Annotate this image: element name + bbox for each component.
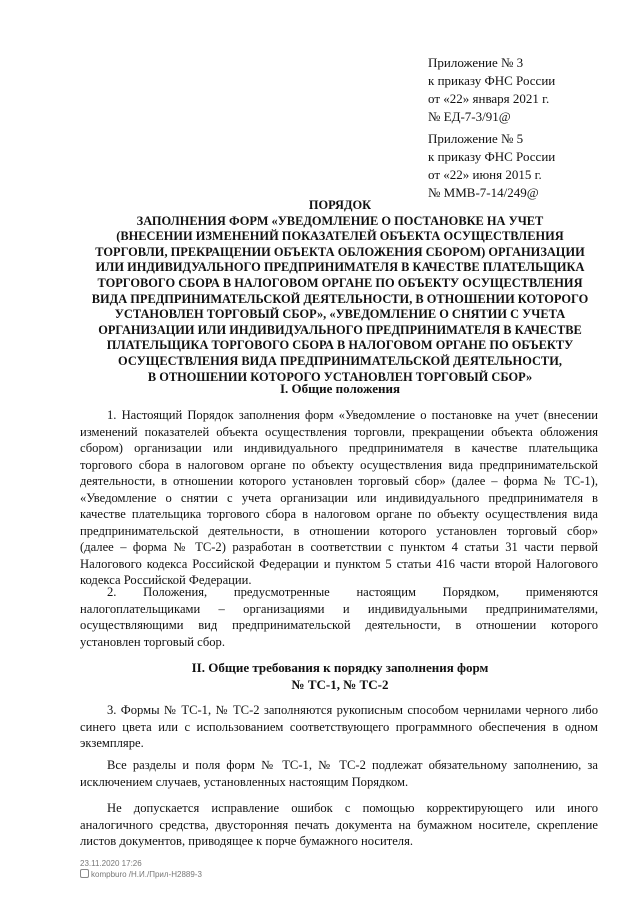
paragraph-line: листов документов, приводящее к порче бумажного носителя. xyxy=(80,834,414,848)
appendix-5-line: от «22» июня 2015 г. xyxy=(428,167,542,182)
section-2-heading xyxy=(80,659,600,693)
print-footer xyxy=(80,858,202,880)
title-line: ВИДА ПРЕДПРИНИМАТЕЛЬСКОЙ ДЕЯТЕЛЬНОСТИ, В ОТНОШЕНИИ КОТОРОГО xyxy=(91,291,589,306)
paragraph-line: (далее – форма № ТС-2) разработан в соответствии с пунктом 4 статьи 31 части первой xyxy=(80,540,598,554)
footer-file-path: kompburo /Н.И./Прил-Н2889-3 xyxy=(91,870,202,879)
paragraph-line: установлен торговый сбор. xyxy=(80,634,225,649)
paragraph-line: аналогичного средства, двусторонняя печать документа на бумажном носителе, скрепление xyxy=(80,817,598,832)
paragraph-3 xyxy=(80,702,598,752)
document-title xyxy=(80,198,600,385)
title-line: ОРГАНИЗАЦИИ ИЛИ ИНДИВИДУАЛЬНОГО ПРЕДПРИНИМАТЕЛЯ В КАЧЕСТВЕ xyxy=(98,322,582,337)
title-line: ИЛИ ИНДИВИДУАЛЬНОГО ПРЕДПРИНИМАТЕЛЯ В КАЧЕСТВЕ ПЛАТЕЛЬЩИКА xyxy=(95,260,585,275)
paragraph-line: торгового сбора в налоговом органе по объекту осуществления вида предпринимательской xyxy=(80,457,598,472)
title-line: ОСУЩЕСТВЛЕНИЯ ВИДА ПРЕДПРИНИМАТЕЛЬСКОЙ ДЕЯТЕЛЬНОСТИ, xyxy=(118,353,562,368)
appendix-5-block xyxy=(428,130,555,202)
appendix-3-line: № ЕД-7-3/91@ xyxy=(428,109,511,124)
section-2-heading-line: № ТС-1, № ТС-2 xyxy=(291,677,389,692)
appendix-5-line: Приложение № 5 xyxy=(428,131,524,146)
paragraph-2 xyxy=(80,584,598,650)
title-line: ЗАПОЛНЕНИЯ ФОРМ «УВЕДОМЛЕНИЕ О ПОСТАНОВКЕ НА УЧЕТ xyxy=(136,213,544,228)
paragraph-line: сбором) организации или индивидуального предпринимателя в качестве плательщика xyxy=(80,441,598,455)
appendix-3-line: от «22» января 2021 г. xyxy=(428,91,550,106)
title-line: УСТАНОВЛЕН ТОРГОВЫЙ СБОР», «УВЕДОМЛЕНИЕ О СНЯТИИ С УЧЕТА xyxy=(114,307,566,322)
paragraph-line: Налогового кодекса Российской Федерации и пунктом 5 статьи 416 части второй Налогового xyxy=(80,556,598,571)
paragraph-4 xyxy=(80,757,598,790)
title-line: ТОРГОВЛИ, ПРЕКРАЩЕНИИ ОБЪЕКТА ОБЛОЖЕНИЯ СБОРОМ) ОРГАНИЗАЦИИ xyxy=(95,244,585,259)
paragraph-line: Все разделы и поля форм № ТС-1, № ТС-2 подлежат обязательному заполнению, за xyxy=(107,758,598,772)
appendix-3-line: Приложение № 3 xyxy=(428,55,524,70)
paragraph-line: 1. Настоящий Порядок заполнения форм «Уведомление о постановке на учет (внесении xyxy=(107,408,598,422)
paragraph-line: предпринимательской деятельности, в отношении которого установлен торговый сбор» xyxy=(80,523,598,538)
paragraph-line: «Уведомление о снятии с учета организации или индивидуального предпринимателя в xyxy=(80,490,598,505)
appendix-3-line: к приказу ФНС России xyxy=(428,73,556,88)
paragraph-line: 2. Положения, предусмотренные настоящим Порядком, применяются xyxy=(107,585,598,599)
paragraph-line: деятельности, в отношении которого установлен торговый сбор» (далее – форма № ТС-1), xyxy=(80,474,598,488)
appendix-5-line: к приказу ФНС России xyxy=(428,149,556,164)
paragraph-line: осуществляющими вид предпринимательской деятельности, в отношении которого xyxy=(80,618,598,632)
title-line: (ВНЕСЕНИИ ИЗМЕНЕНИЙ ПОКАЗАТЕЛЕЙ ОБЪЕКТА ОСУЩЕСТВЛЕНИЯ xyxy=(116,229,564,244)
paragraph-line: 3. Формы № ТС-1, № ТС-2 заполняются рукописным способом чернилами черного либо xyxy=(107,703,598,717)
title-line: В ОТНОШЕНИИ КОТОРОГО УСТАНОВЛЕН ТОРГОВЫЙ СБОР» xyxy=(147,369,533,384)
file-icon xyxy=(80,869,89,878)
paragraph-line: исключением случаев, установленных настоящим Порядком. xyxy=(80,774,409,789)
paragraph-line: экземпляре. xyxy=(80,736,144,750)
paragraph-line: кодекса Российской Федерации. xyxy=(80,573,252,587)
paragraph-5 xyxy=(80,800,598,850)
paragraph-line: налогоплательщиками – организациями и индивидуальными предпринимателями, xyxy=(80,601,598,616)
section-2-heading-line: II. Общие требования к порядку заполнения форм xyxy=(191,660,489,675)
title-line: ПОРЯДОК xyxy=(308,198,372,212)
paragraph-line: изменений показателей объекта осуществления торговли, прекращении объекта обложения xyxy=(80,424,598,439)
paragraph-line: Не допускается исправление ошибок с помощью корректирующего или иного xyxy=(107,801,598,815)
paragraph-line: качестве плательщика торгового сбора в налоговом органе по объекту осуществления вида xyxy=(80,507,598,521)
title-line: ТОРГОВОГО СБОРА В НАЛОГОВОМ ОРГАНЕ ПО ОБЪЕКТУ ОСУЩЕСТВЛЕНИЯ xyxy=(97,275,583,290)
appendix-3-block xyxy=(428,54,555,126)
footer-file-line xyxy=(80,869,202,880)
appendix-5-line: № ММВ-7-14/249@ xyxy=(428,185,539,200)
section-1-heading: I. Общие положения xyxy=(280,381,400,396)
title-line: ПЛАТЕЛЬЩИКА ТОРГОВОГО СБОРА В НАЛОГОВОМ ОРГАНЕ ПО ОБЪЕКТУ xyxy=(106,338,574,353)
paragraph-1 xyxy=(80,407,598,589)
footer-timestamp: 23.11.2020 17:26 xyxy=(80,859,142,868)
paragraph-line: синего цвета или с использованием соответствующего программного обеспечения в одном xyxy=(80,719,598,734)
